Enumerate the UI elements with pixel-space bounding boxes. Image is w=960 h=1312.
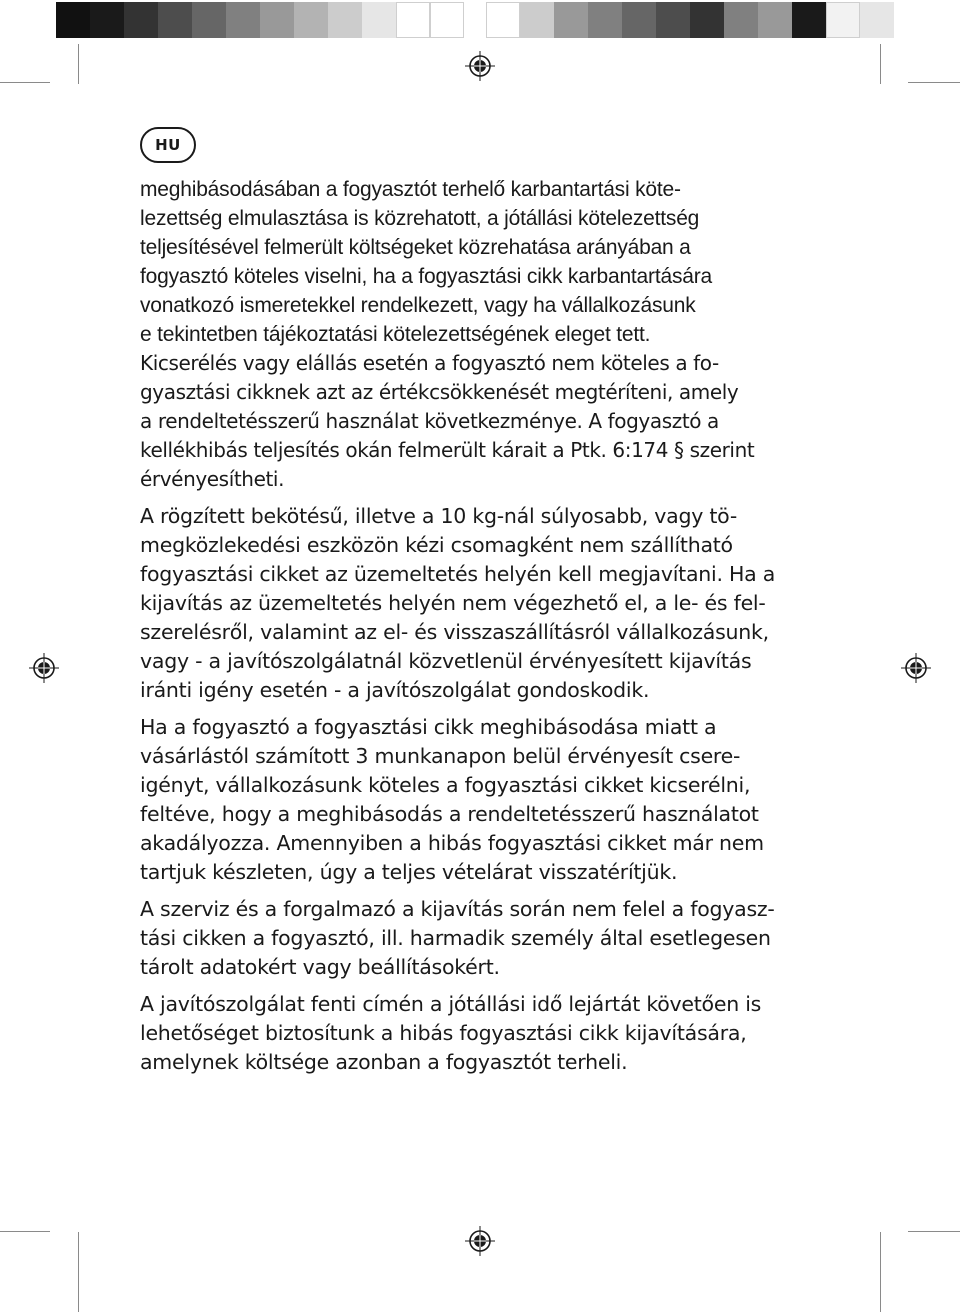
- text-line: A javítószolgálat fenti címén a jótállási idő lejártát követően is: [140, 992, 762, 1016]
- text-line: kellékhibás teljesítés okán felmerült kárait a Ptk. 6:174 § szerint: [140, 438, 755, 462]
- text-line: tartjuk készleten, úgy a teljes vételárat visszatérítjük.: [140, 860, 678, 884]
- crop-mark: [78, 1232, 79, 1312]
- text-line: lehetőséget biztosítunk a hibás fogyasztási cikk kijavítására,: [140, 1021, 747, 1045]
- text-line: tárolt adatokért vagy beállításokért.: [140, 955, 500, 979]
- crop-mark: [908, 82, 960, 83]
- text-line: Ha a fogyasztó a fogyasztási cikk meghibásodása miatt a: [140, 715, 717, 739]
- crop-mark: [78, 44, 79, 84]
- registration-mark-icon: [465, 1226, 495, 1256]
- registration-mark-icon: [901, 653, 931, 683]
- color-swatch: [192, 2, 226, 38]
- color-swatch: [792, 2, 826, 38]
- text-line: vagy - a javítószolgálatnál közvetlenül érvényesített kijavítás: [140, 649, 752, 673]
- color-swatch: [90, 2, 124, 38]
- text-line: vásárlástól számított 3 munkanapon belül érvényesít csere-: [140, 744, 741, 768]
- text-line: igényt, vállalkozásunk köteles a fogyasztási cikket kicserélni,: [140, 773, 751, 797]
- crop-mark: [0, 82, 50, 83]
- text-line: amelynek költsége azonban a fogyasztót terheli.: [140, 1050, 628, 1074]
- text-line: meghibásodásában a fogyasztót terhelő karbantartási köte-: [140, 178, 681, 201]
- color-swatch: [486, 2, 520, 38]
- text-line: gyasztási cikknek azt az értékcsökkenését megtéríteni, amely: [140, 380, 739, 404]
- text-line: szerelésről, valamint az el- és visszaszállításról vállalkozásunk,: [140, 620, 769, 644]
- paragraph: [140, 895, 780, 982]
- text-line: A szerviz és a forgalmazó a kijavítás során nem felel a fogyasz-: [140, 897, 775, 921]
- color-control-strip-right: [486, 2, 894, 38]
- text-line: fogyasztási cikket az üzemeltetés helyén kell megjavítani. Ha a: [140, 562, 776, 586]
- color-swatch: [588, 2, 622, 38]
- text-line: iránti igény esetén - a javítószolgálat gondoskodik.: [140, 678, 650, 702]
- color-swatch: [260, 2, 294, 38]
- color-swatch: [56, 2, 90, 38]
- color-swatch: [656, 2, 690, 38]
- text-line: a rendeltetésszerű használat következménye. A fogyasztó a: [140, 409, 719, 433]
- color-swatch: [328, 2, 362, 38]
- registration-mark-icon: [465, 51, 495, 81]
- text-line: tási cikken a fogyasztó, ill. harmadik személy által esetlegesen: [140, 926, 771, 950]
- color-swatch: [430, 2, 464, 38]
- paragraph: [140, 175, 780, 494]
- color-swatch: [758, 2, 792, 38]
- text-line: akadályozza. Amennyiben a hibás fogyasztási cikket már nem: [140, 831, 764, 855]
- paragraph: [140, 990, 780, 1077]
- crop-mark: [880, 44, 881, 84]
- color-swatch: [690, 2, 724, 38]
- color-swatch: [860, 2, 894, 38]
- language-badge: HU: [140, 127, 196, 163]
- text-line: vonatkozó ismeretekkel rendelkezett, vagy ha vállalkozásunk: [140, 294, 696, 317]
- color-swatch: [124, 2, 158, 38]
- crop-mark: [0, 1231, 50, 1232]
- paragraph: [140, 502, 780, 705]
- text-line: Kicserélés vagy elállás esetén a fogyasztó nem köteles a fo-: [140, 351, 719, 375]
- crop-mark: [880, 1232, 881, 1312]
- color-control-strip-left: [56, 2, 464, 38]
- color-swatch: [226, 2, 260, 38]
- color-swatch: [362, 2, 396, 38]
- registration-mark-icon: [29, 653, 59, 683]
- text-line: teljesítésével felmerült költségeket közrehatása arányában a: [140, 236, 691, 259]
- text-line: lezettség elmulasztása is közrehatott, a jótállási kötelezettség: [140, 207, 700, 230]
- color-swatch: [520, 2, 554, 38]
- color-swatch: [396, 2, 430, 38]
- text-line: fogyasztó köteles viselni, ha a fogyasztási cikk karbantartására: [140, 265, 712, 288]
- text-line: kijavítás az üzemeltetés helyén nem végezhető el, a le- és fel-: [140, 591, 766, 615]
- color-swatch: [158, 2, 192, 38]
- color-swatch: [622, 2, 656, 38]
- text-line: e tekintetben tájékoztatási kötelezettségének eleget tett.: [140, 323, 651, 346]
- crop-mark: [908, 1231, 960, 1232]
- color-swatch: [724, 2, 758, 38]
- text-line: megközlekedési eszközön kézi csomagként nem szállítható: [140, 533, 733, 557]
- paragraph: [140, 713, 780, 887]
- color-swatch: [294, 2, 328, 38]
- color-swatch: [826, 2, 860, 38]
- document-body: [140, 175, 780, 1085]
- color-swatch: [554, 2, 588, 38]
- text-line: feltéve, hogy a meghibásodás a rendeltetésszerű használatot: [140, 802, 759, 826]
- text-line: A rögzített bekötésű, illetve a 10 kg-nál súlyosabb, vagy tö-: [140, 504, 737, 528]
- text-line: érvényesítheti.: [140, 467, 285, 491]
